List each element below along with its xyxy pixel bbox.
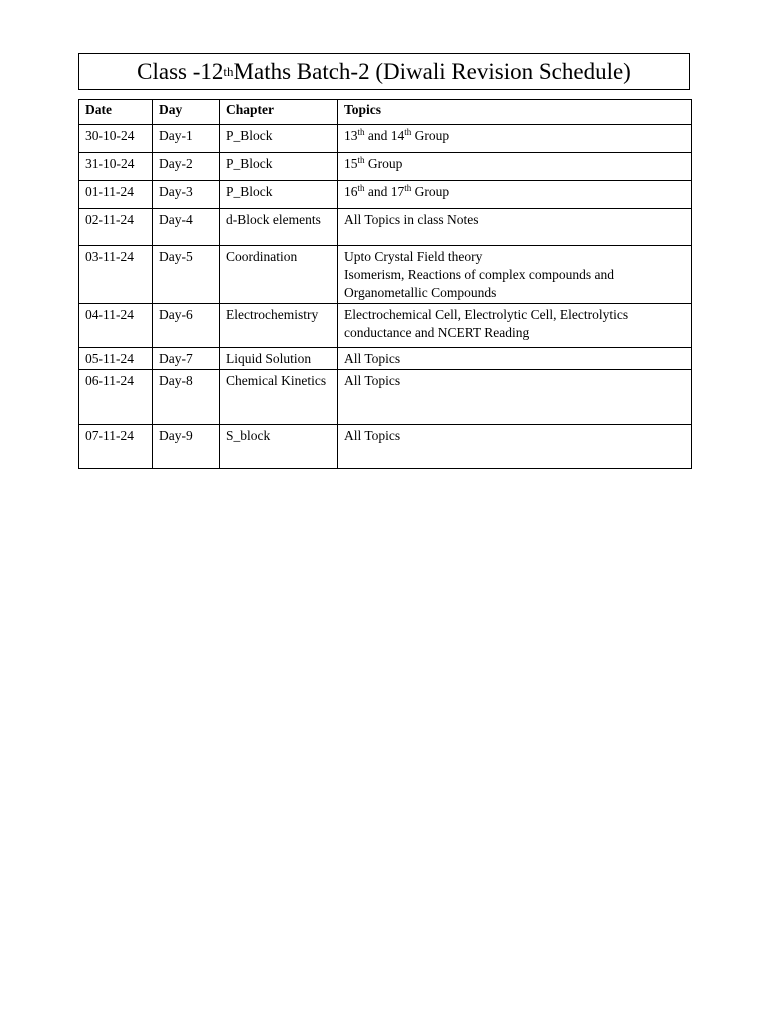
day-cell: Day-9 bbox=[153, 425, 220, 469]
date-cell: 04-11-24 bbox=[79, 304, 153, 348]
topic-text: 16 bbox=[344, 184, 358, 199]
chapter-cell: P_Block bbox=[220, 125, 338, 153]
topic-superscript: th bbox=[404, 127, 412, 137]
day-cell: Day-5 bbox=[153, 246, 220, 304]
table-row bbox=[79, 181, 692, 209]
date-cell: 30-10-24 bbox=[79, 125, 153, 153]
chapter-cell: P_Block bbox=[220, 153, 338, 181]
chapter-cell: Liquid Solution bbox=[220, 348, 338, 370]
column-header-day: Day bbox=[153, 100, 220, 125]
topics-cell bbox=[338, 425, 692, 469]
topic-line: Upto Crystal Field theory bbox=[344, 249, 483, 264]
table-row bbox=[79, 153, 692, 181]
topics-cell bbox=[338, 125, 692, 153]
page-title: Class -12 th Maths Batch-2 (Diwali Revision Schedule) bbox=[78, 53, 690, 90]
date-cell: 05-11-24 bbox=[79, 348, 153, 370]
topics-cell bbox=[338, 370, 692, 425]
table-row bbox=[79, 348, 692, 370]
table-row bbox=[79, 125, 692, 153]
day-cell: Day-4 bbox=[153, 209, 220, 246]
date-cell: 06-11-24 bbox=[79, 370, 153, 425]
table-row bbox=[79, 425, 692, 469]
topic-text: Group bbox=[411, 184, 450, 199]
date-cell: 02-11-24 bbox=[79, 209, 153, 246]
table-row bbox=[79, 246, 692, 304]
topic-text: All Topics bbox=[344, 373, 401, 388]
column-header-topics: Topics bbox=[338, 100, 692, 125]
date-cell: 03-11-24 bbox=[79, 246, 153, 304]
date-cell: 31-10-24 bbox=[79, 153, 153, 181]
title-suffix: Maths Batch-2 (Diwali Revision Schedule) bbox=[233, 58, 631, 84]
topics-cell bbox=[338, 348, 692, 370]
day-cell: Day-1 bbox=[153, 125, 220, 153]
schedule-body bbox=[79, 125, 692, 469]
topic-line: Isomerism, Reactions of complex compounds and Organometallic Compounds bbox=[344, 267, 614, 300]
topic-text: Electrochemical Cell, Electrolytic Cell, Electrolytics conductance and NCERT Reading bbox=[344, 307, 629, 340]
chapter-cell: Chemical Kinetics bbox=[220, 370, 338, 425]
title-prefix: Class -12 bbox=[137, 58, 224, 84]
column-header-chapter: Chapter bbox=[220, 100, 338, 125]
chapter-cell: P_Block bbox=[220, 181, 338, 209]
day-cell: Day-8 bbox=[153, 370, 220, 425]
topic-text: 15 bbox=[344, 156, 358, 171]
topics-cell bbox=[338, 304, 692, 348]
topic-superscript: th bbox=[357, 127, 365, 137]
chapter-cell: d-Block elements bbox=[220, 209, 338, 246]
table-row bbox=[79, 370, 692, 425]
day-cell: Day-3 bbox=[153, 181, 220, 209]
topic-text: All Topics bbox=[344, 351, 401, 366]
date-cell: 01-11-24 bbox=[79, 181, 153, 209]
topic-text: 13 bbox=[344, 128, 358, 143]
topic-text: Group bbox=[364, 156, 403, 171]
topics-cell bbox=[338, 246, 692, 304]
schedule-table bbox=[78, 99, 692, 469]
day-cell: Day-2 bbox=[153, 153, 220, 181]
chapter-cell: Coordination bbox=[220, 246, 338, 304]
day-cell: Day-6 bbox=[153, 304, 220, 348]
topics-cell bbox=[338, 181, 692, 209]
topic-superscript: th bbox=[404, 183, 412, 193]
topic-text: All Topics in class Notes bbox=[344, 212, 479, 227]
topics-cell bbox=[338, 153, 692, 181]
table-header-row bbox=[79, 100, 692, 125]
topic-text: Group bbox=[411, 128, 450, 143]
chapter-cell: Electrochemistry bbox=[220, 304, 338, 348]
day-cell: Day-7 bbox=[153, 348, 220, 370]
topic-text: and 14 bbox=[364, 128, 405, 143]
topics-cell bbox=[338, 209, 692, 246]
topic-text: All Topics bbox=[344, 428, 401, 443]
date-cell: 07-11-24 bbox=[79, 425, 153, 469]
column-header-date: Date bbox=[79, 100, 153, 125]
chapter-cell: S_block bbox=[220, 425, 338, 469]
table-row bbox=[79, 209, 692, 246]
topic-text: and 17 bbox=[364, 184, 405, 199]
table-row bbox=[79, 304, 692, 348]
topic-superscript: th bbox=[357, 155, 365, 165]
topic-superscript: th bbox=[357, 183, 365, 193]
